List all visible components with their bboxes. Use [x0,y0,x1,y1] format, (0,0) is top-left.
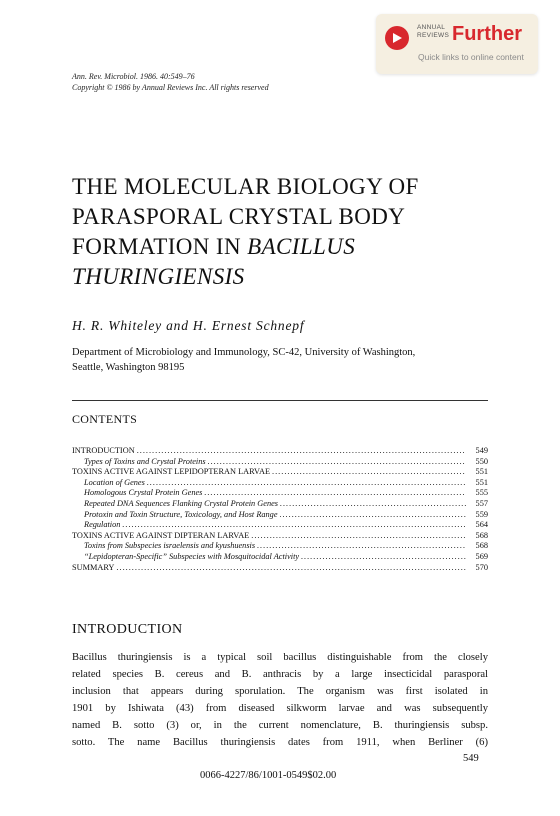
journal-citation: Ann. Rev. Microbiol. 1986. 40:549–76 Copyright © 1986 by Annual Reviews Inc. All rights reserved [72,72,269,92]
paragraph-line: named B. sotto (3) or, in the current nomenclature, B. thuringiensis subsp. [72,720,488,732]
page-number: 549 [463,753,479,764]
paragraph-line: inclusion that appears during sporulation. The organism was first isolated in [72,686,488,698]
badge-publisher: ANNUAL REVIEWS [417,24,450,39]
section-divider [72,400,488,401]
paragraph-line: Bacillus thuringiensis is a typical soil bacillus distinguishable from the closely [72,652,488,663]
article-title: THE MOLECULAR BIOLOGY OF PARASPORAL CRYSTAL BODY FORMATION IN BACILLUS THURINGIENSIS [72,174,419,289]
toc-entry-dipteran-toxins[interactable]: TOXINS ACTIVE AGAINST DIPTERAN LARVAE ..... 568 [72,531,488,542]
annual-reviews-further-badge[interactable] [376,14,538,74]
toc-entry-protoxin-structure[interactable]: Protoxin and Toxin Structure, Toxicology, and Host Range ..... 559 [72,510,488,521]
toc-entry-summary[interactable]: SUMMARY ..... 570 [72,563,488,574]
toc-entry-israelensis-toxins[interactable]: Toxins from Subspecies israelensis and kyushuensis ..... 568 [72,541,488,552]
article-authors: H. R. Whiteley and H. Ernest Schnepf [72,318,305,333]
introduction-heading: INTRODUCTION [72,622,183,637]
toc-entry-introduction[interactable]: INTRODUCTION ..... 549 [72,446,488,457]
article-code: 0066-4227/86/1001-0549$02.00 [200,770,337,781]
author-affiliation: Department of Microbiology and Immunology, SC-42, University of Washington, Seattle, Washington 98195 [72,347,416,373]
paragraph-line: sotto. The name Bacillus thuringiensis dates from 1911, when Berliner (6) [72,737,488,749]
toc-entry-location-of-genes[interactable]: Location of Genes ..... 551 [72,478,488,489]
toc-entry-regulation[interactable]: Regulation ..... 564 [72,520,488,531]
toc-entry-mosquitocidal-activity[interactable]: “Lepidopteran-Specific” Subspecies with Mosquitocidal Activity ..... 569 [72,552,488,563]
paragraph-line: 1901 by Ishiwata (43) from diseased silkworm larvae and was subsequently [72,703,488,715]
paragraph-line: related species B. cereus and B. anthracis by a large insecticidal parasporal [72,669,488,681]
toc-entry-homologous-genes[interactable]: Homologous Crystal Protein Genes ..... 555 [72,488,488,499]
badge-brand: Further [452,23,522,45]
contents-heading: CONTENTS [72,412,138,426]
introduction-paragraph [72,649,488,752]
annual-reviews-logo-icon [385,26,409,50]
toc-entry-types-of-toxins[interactable]: Types of Toxins and Crystal Proteins ..... 550 [72,457,488,468]
toc-entry-repeated-dna[interactable]: Repeated DNA Sequences Flanking Crystal Protein Genes ..... 557 [72,499,488,510]
toc-entry-lepidopteran-toxins[interactable]: TOXINS ACTIVE AGAINST LEPIDOPTERAN LARVAE ..... 551 [72,467,488,478]
badge-tagline[interactable]: Quick links to online content [418,52,524,62]
table-of-contents [72,446,488,573]
